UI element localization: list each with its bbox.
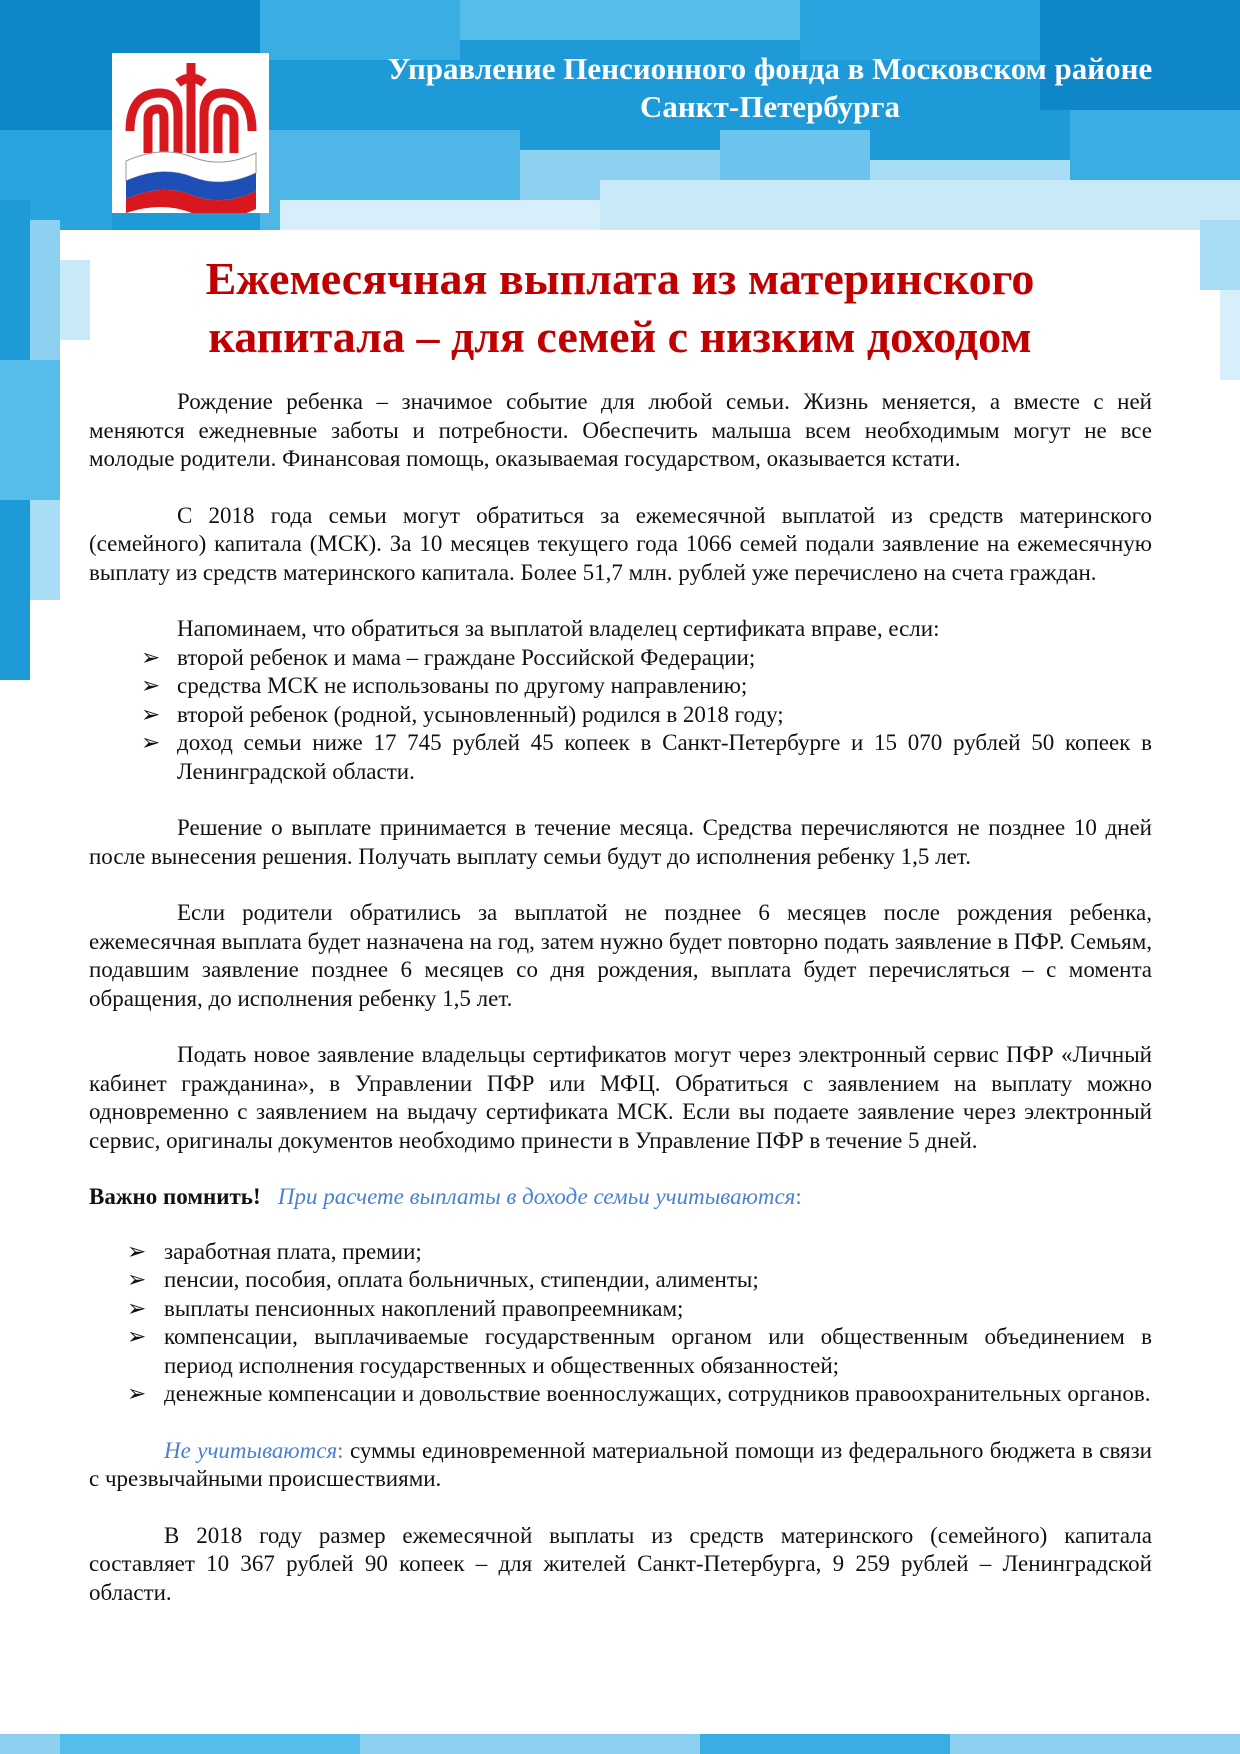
pfr-logo bbox=[112, 53, 269, 213]
important-label: Важно помнить! bbox=[89, 1184, 261, 1209]
bottom-decoration bbox=[0, 1734, 1240, 1754]
paragraph: Подать новое заявление владельцы сертификатов могут через электронный сервис ПФР «Личный кабинет гражданина», в Управлении ПФР или МФЦ. Обратиться с заявлением на выплату можно одновременно с заявлением на выдачу сертификата МСК. Если вы подаете заявление через электронный сервис, оригиналы документов необходимо принести в Управление ПФР в течение 5 дней. bbox=[89, 1042, 1152, 1153]
list-item: ➢ заработная плата, премии; bbox=[89, 1238, 1152, 1267]
paragraph: Рождение ребенка – значимое событие для любой семьи. Жизнь меняется, а вместе с ней меняются ежедневные заботы и потребности. Обеспечить малыша всем необходимым могут не все молодые родители. Финансовая помощь, оказываемая государством, оказывается кстати. bbox=[89, 389, 1152, 471]
list-item: ➢ доход семьи ниже 17 745 рублей 45 копеек в Санкт-Петербурге и 15 070 рублей 50 копеек в Ленинградской области. bbox=[141, 730, 1152, 784]
arrow-bullet-icon: ➢ bbox=[141, 644, 161, 670]
list-item: ➢ компенсации, выплачиваемые государственным органом или общественным объединением в период исполнения государственных и общественных обязанностей; bbox=[127, 1324, 1152, 1378]
important-note: Важно помнить! При расчете выплаты в доходе семьи учитываются: bbox=[89, 1184, 802, 1209]
list-item: ➢ денежные компенсации и довольствие военнослужащих, сотрудников правоохранительных органов. bbox=[89, 1380, 1152, 1409]
not-counted-label: Не учитываются bbox=[164, 1437, 338, 1463]
organization-title: Управление Пенсионного фонда в Московском районе Санкт-Петербурга bbox=[387, 51, 1153, 124]
not-counted-note: Не учитываются: суммы единовременной материальной помощи из федерального бюджета в связи с чрезвычайными происшествиями. bbox=[89, 1437, 1152, 1491]
list-item: ➢ выплаты пенсионных накоплений правопреемникам; bbox=[89, 1295, 1152, 1324]
list-item: ➢ второй ребенок и мама – граждане Российской Федерации; bbox=[89, 644, 1152, 673]
arrow-bullet-icon: ➢ bbox=[127, 1324, 147, 1349]
arrow-bullet-icon: ➢ bbox=[127, 1381, 147, 1406]
list-item: ➢ пенсии, пособия, оплата больничных, стипендии, алименты; bbox=[89, 1266, 1152, 1295]
document-body bbox=[89, 388, 1152, 1635]
arrow-bullet-icon: ➢ bbox=[127, 1295, 147, 1321]
arrow-bullet-icon: ➢ bbox=[127, 1267, 147, 1292]
left-decoration bbox=[0, 200, 90, 680]
paragraph: В 2018 году размер ежемесячной выплаты из средств материнского (семейного) капитала составляет 10 367 рублей 90 копеек – для жителей Санкт-Петербурга, 9 259 рублей – Ленинградской области. bbox=[89, 1522, 1152, 1605]
arrow-bullet-icon: ➢ bbox=[127, 1238, 147, 1264]
arrow-bullet-icon: ➢ bbox=[141, 673, 161, 698]
paragraph: С 2018 года семьи могут обратиться за ежемесячной выплатой из средств материнского (семейного) капитала (МСК). За 10 месяцев текущего года 1066 семей подали заявление на ежемесячную выплату из средств материнского капитала. Более 51,7 млн. рублей уже перечислено на счета граждан. bbox=[89, 502, 1152, 585]
document-title: Ежемесячная выплата из материнского капитала – для семей с низким доходом bbox=[205, 253, 1035, 362]
arrow-bullet-icon: ➢ bbox=[141, 730, 161, 755]
conditions-list bbox=[89, 644, 1152, 787]
paragraph: Если родители обратились за выплатой не позднее 6 месяцев после рождения ребенка, ежемесячная выплата будет назначена на год, затем нужно будет повторно подать заявление в ПФР. Семьям, подавшим заявление позднее 6 месяцев со дня рождения, выплата будет перечисляться – с момента обращения, до исполнения ребенку 1,5 лет. bbox=[89, 900, 1152, 1011]
header-banner bbox=[0, 0, 1240, 230]
list-item: ➢ средства МСК не использованы по другому направлению; bbox=[89, 672, 1152, 701]
paragraph: Решение о выплате принимается в течение месяца. Средства перечисляются не позднее 10 дней после вынесения решения. Получать выплату семьи будут до исполнения ребенку 1,5 лет. bbox=[89, 815, 1152, 869]
list-item: ➢ второй ребенок (родной, усыновленный) родился в 2018 году; bbox=[89, 701, 1152, 730]
counted-income-list bbox=[89, 1238, 1152, 1409]
pfr-emblem-icon bbox=[112, 53, 269, 213]
important-text: При расчете выплаты в доходе семьи учитываются bbox=[277, 1184, 796, 1209]
right-decoration bbox=[1180, 200, 1240, 380]
arrow-bullet-icon: ➢ bbox=[141, 701, 161, 727]
paragraph: Напоминаем, что обратиться за выплатой владелец сертификата вправе, если: bbox=[177, 616, 940, 641]
